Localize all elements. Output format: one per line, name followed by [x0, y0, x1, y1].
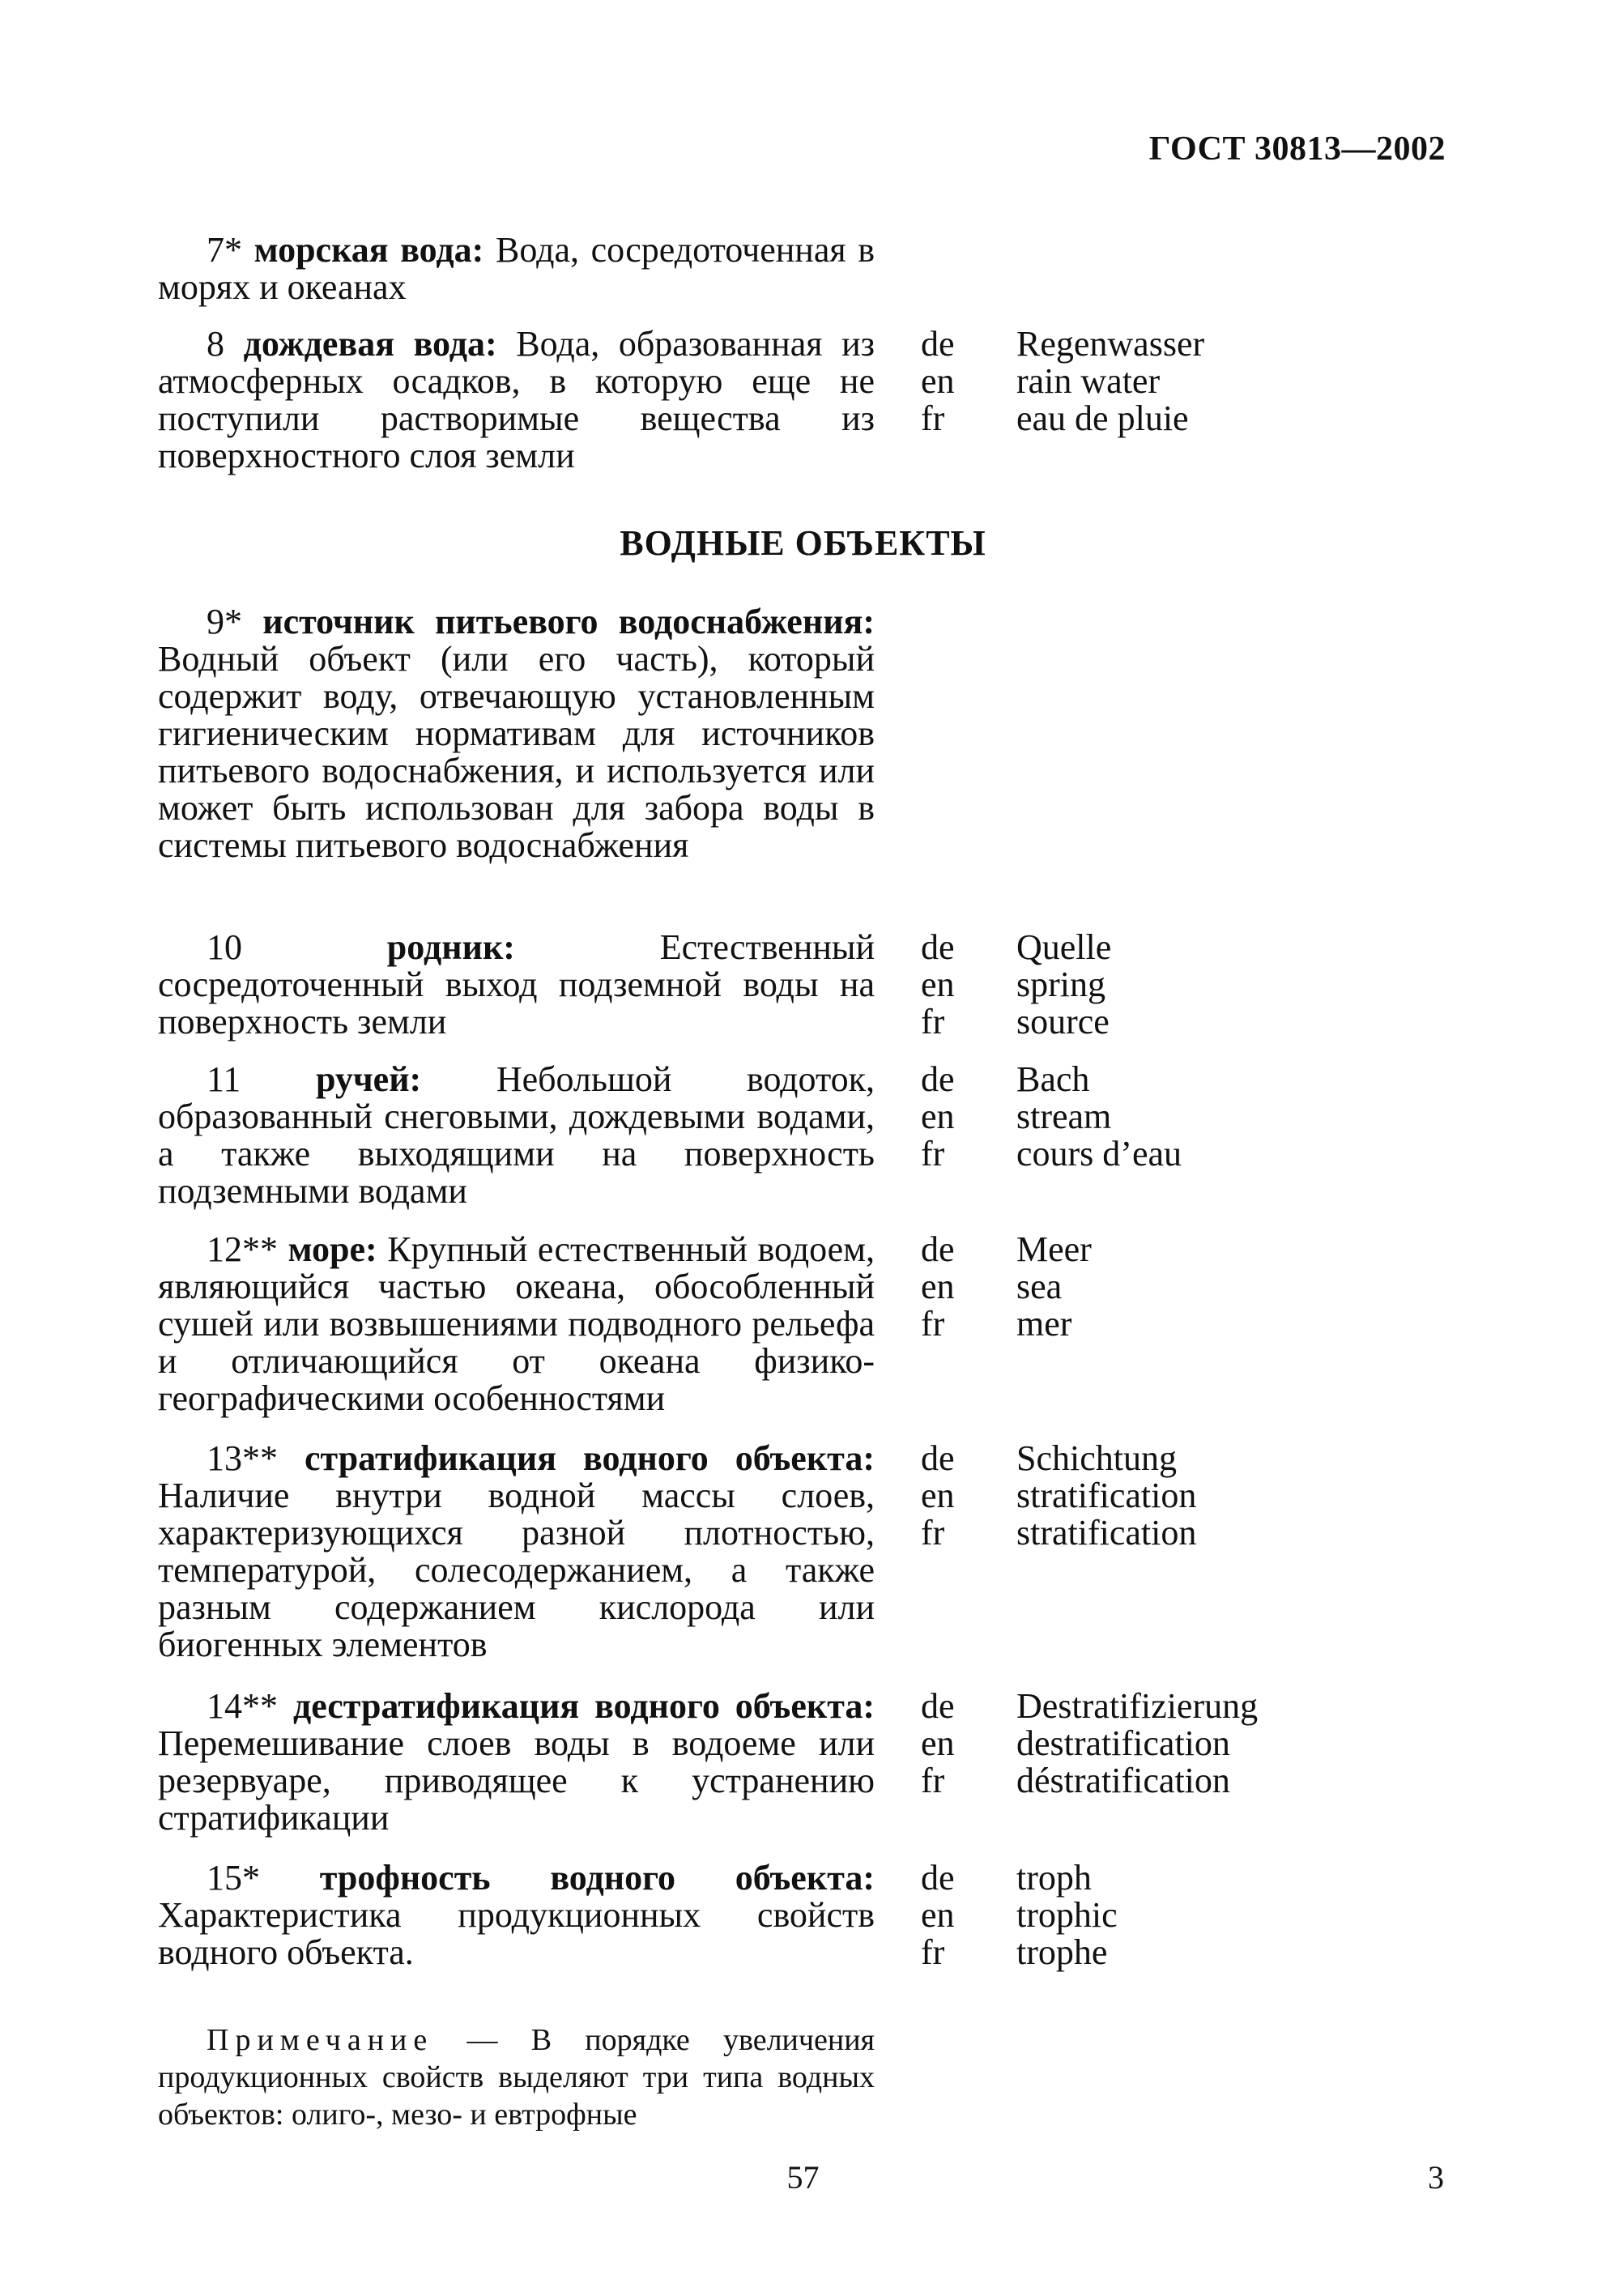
term-entry-10: [158, 929, 1292, 1041]
equivalent-term: Destratifizierung: [1016, 1686, 1259, 1726]
term-number: 9*: [207, 602, 242, 641]
term-name: дождевая вода:: [243, 324, 497, 364]
equivalent-term: source: [1016, 1002, 1110, 1042]
language-codes: [921, 1859, 986, 1971]
term-number: 14**: [207, 1686, 278, 1726]
equivalent-term: Quelle: [1016, 927, 1112, 967]
term-text: Перемешивание слоев воды в водоеме или резервуаре, приводящее к устранению стратификации: [158, 1723, 875, 1838]
term-entry-7: [158, 232, 1292, 306]
equivalent-term: stratification: [1016, 1476, 1197, 1515]
lang-code: de: [921, 324, 955, 364]
term-text: Характеристика продукционных свойств водного объекта.: [158, 1895, 875, 1972]
term-name: источник питьевого водоснабжения:: [262, 602, 875, 641]
lang-code: de: [921, 1858, 955, 1898]
term-text: Крупный естественный водоем, являющийся частью океана, обособленный сушей или возвышениями подводного рельефа и отличающийся от океана физико-географическими особенностями: [158, 1229, 875, 1418]
term-definition: [158, 326, 875, 475]
term-text: Водный объект (или его часть), который содержит воду, отвечающую установленным гигиеническим нормативам для источников питьевого водоснабжения, и используется или может быть использован для забора воды в системы питьевого водоснабжения: [158, 639, 875, 865]
section-heading: ВОДНЫЕ ОБЪЕКТЫ: [620, 523, 986, 563]
term-name: родник:: [386, 927, 515, 967]
lang-code: en: [921, 1723, 955, 1763]
lang-code: de: [921, 1438, 955, 1478]
term-name: ручей:: [315, 1059, 422, 1099]
lang-code: fr: [921, 398, 945, 438]
term-entry-13: [158, 1440, 1292, 1663]
term-name: дестратификация водного объекта:: [292, 1686, 875, 1726]
lang-code: de: [921, 927, 955, 967]
foreign-equivalents: [1016, 326, 1324, 437]
lang-code: fr: [921, 1513, 945, 1553]
equivalent-term: trophe: [1016, 1932, 1108, 1972]
term-entry-14: [158, 1688, 1292, 1837]
term-number: 10: [207, 927, 242, 967]
lang-code: de: [921, 1229, 955, 1269]
term-name: море:: [288, 1229, 377, 1269]
equivalent-term: mer: [1016, 1304, 1072, 1344]
term-definition: [158, 1231, 875, 1417]
equivalent-term: stream: [1016, 1097, 1112, 1136]
lang-code: en: [921, 965, 955, 1004]
language-codes: [921, 1440, 986, 1552]
term-text: Вода, сосредоточенная в морях и океанах: [158, 230, 875, 307]
equivalent-term: destratification: [1016, 1723, 1230, 1763]
term-name: трофность водного объекта:: [319, 1858, 875, 1898]
term-entry-12: [158, 1231, 1292, 1417]
language-codes: [921, 1231, 986, 1343]
term-definition: [158, 929, 875, 1041]
document-code: ГОСТ 30813—2002: [1148, 130, 1446, 168]
lang-code: en: [921, 1267, 955, 1306]
language-codes: [921, 326, 986, 437]
language-codes: [921, 929, 986, 1041]
footer-sequence-number: 57: [786, 2159, 820, 2196]
term-number: 13**: [207, 1438, 278, 1478]
term-entry-9: [158, 603, 1292, 864]
equivalent-term: Meer: [1016, 1229, 1092, 1269]
foreign-equivalents: [1016, 1688, 1324, 1800]
term-number: 15*: [207, 1858, 260, 1898]
term-name: морская вода:: [253, 230, 484, 270]
lang-code: fr: [921, 1761, 945, 1800]
term-text: Вода, образованная из атмосферных осадков, в которую еще не поступили растворимые вещества из поверхностного слоя земли: [158, 324, 875, 475]
term-definition: [158, 603, 875, 864]
equivalent-term: déstratification: [1016, 1761, 1230, 1800]
equivalent-term: sea: [1016, 1267, 1063, 1306]
term-entry-15: [158, 1859, 1292, 1971]
equivalent-term: Regenwasser: [1016, 324, 1205, 364]
equivalent-term: Bach: [1016, 1059, 1090, 1099]
term-number: 11: [207, 1059, 241, 1099]
lang-code: en: [921, 1476, 955, 1515]
equivalent-term: rain water: [1016, 361, 1161, 401]
note-paragraph: [158, 2021, 875, 2133]
equivalent-term: stratification: [1016, 1513, 1197, 1553]
lang-code: fr: [921, 1304, 945, 1344]
equivalent-term: Schichtung: [1016, 1438, 1177, 1478]
lang-code: en: [921, 1097, 955, 1136]
lang-code: fr: [921, 1002, 945, 1042]
equivalent-term: cours d’eau: [1016, 1134, 1182, 1174]
term-text: Небольшой водоток, образованный снеговыми, дождевыми водами, а также выходящими на поверхность подземными водами: [158, 1059, 875, 1211]
equivalent-term: troph: [1016, 1858, 1092, 1898]
equivalent-term: trophic: [1016, 1895, 1118, 1935]
term-entry-8: [158, 326, 1292, 475]
page-number: 3: [1428, 2159, 1444, 2196]
foreign-equivalents: [1016, 929, 1324, 1041]
lang-code: en: [921, 361, 955, 401]
term-name: стратификация водного объекта:: [305, 1438, 875, 1478]
term-definition: [158, 1688, 875, 1837]
term-entry-11: [158, 1061, 1292, 1210]
term-number: 8: [207, 324, 224, 364]
lang-code: fr: [921, 1134, 945, 1174]
term-number: 12**: [207, 1229, 278, 1269]
note-text: — В порядке увеличения продукционных свойств выделяют три типа водных объектов: олиго-, мезо- и евтрофные: [158, 2023, 875, 2132]
term-definition: [158, 1859, 875, 1971]
note-label: Примечание: [207, 2023, 434, 2057]
foreign-equivalents: [1016, 1231, 1324, 1343]
equivalent-term: eau de pluie: [1016, 398, 1189, 438]
term-definition: [158, 1061, 875, 1210]
term-definition: [158, 1440, 875, 1663]
foreign-equivalents: [1016, 1440, 1324, 1552]
lang-code: fr: [921, 1932, 945, 1972]
term-definition: [158, 232, 875, 306]
foreign-equivalents: [1016, 1859, 1324, 1971]
foreign-equivalents: [1016, 1061, 1324, 1173]
term-number: 7*: [207, 230, 242, 270]
lang-code: en: [921, 1895, 955, 1935]
lang-code: de: [921, 1059, 955, 1099]
term-text: Наличие внутри водной массы слоев, характеризующихся разной плотностью, температурой, солесодержанием, а также разным содержанием кислорода или биогенных элементов: [158, 1476, 875, 1664]
equivalent-term: spring: [1016, 965, 1105, 1004]
language-codes: [921, 1688, 986, 1800]
term-text: Естественный сосредоточенный выход подземной воды на поверхность земли: [158, 927, 875, 1042]
language-codes: [921, 1061, 986, 1173]
lang-code: de: [921, 1686, 955, 1726]
